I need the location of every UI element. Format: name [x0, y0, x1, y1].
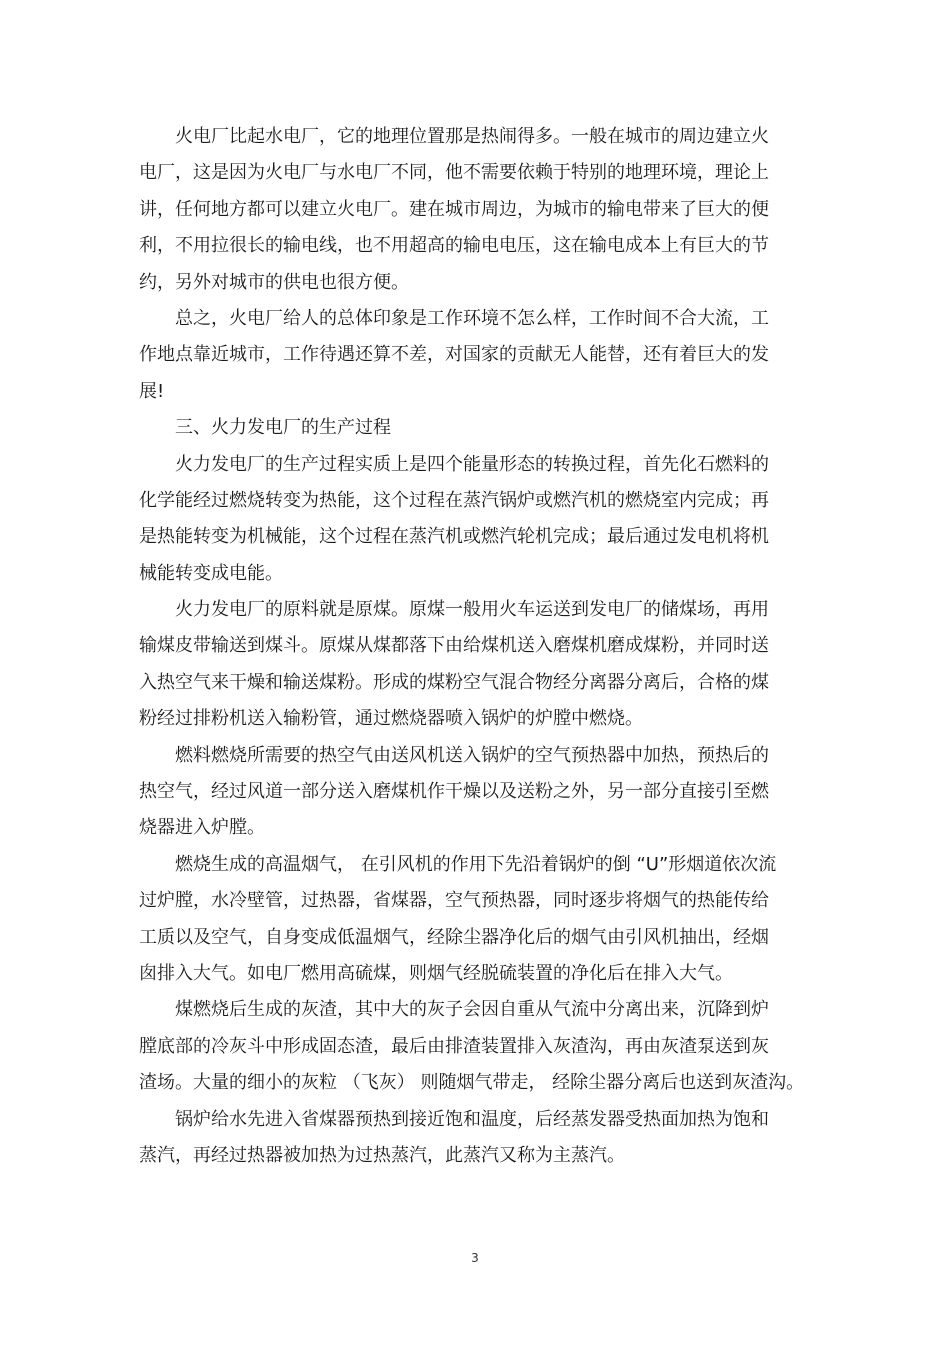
text-line: 锅炉给水先进入省煤器预热到接近饱和温度，后经蒸发器受热面加热为饱和 [175, 1108, 769, 1130]
text-line: 工质以及空气，自身变成低温烟气，经除尘器净化后的烟气由引风机抽出，经烟 [139, 926, 769, 948]
text-line: 利，不用拉很长的输电线，也不用超高的输电电压，这在输电成本上有巨大的节 [139, 235, 769, 257]
page-number: 3 [471, 1251, 479, 1265]
text-line: 火电厂比起水电厂，它的地理位置那是热闹得多。一般在城市的周边建立火 [175, 126, 769, 147]
text-line: 火力发电厂的生产过程实质上是四个能量形态的转换过程，首先化石燃料的 [175, 453, 769, 475]
text-line: 是热能转变为机械能，这个过程在蒸汽机或燃汽轮机完成；最后通过发电机将机 [139, 526, 769, 548]
text-line: 火力发电厂的原料就是原煤。原煤一般用火车运送到发电厂的储煤场，再用 [175, 599, 769, 621]
text-line: 煤燃烧后生成的灰渣，其中大的灰子会因自重从气流中分离出来，沉降到炉 [175, 999, 769, 1021]
text-line: 讲，任何地方都可以建立火电厂。建在城市周边，为城市的输电带来了巨大的便 [139, 198, 769, 220]
paragraph-flue-gas [139, 847, 811, 993]
text-line: 蒸汽，再经过热器被加热为过热蒸汽，此蒸汽又称为主蒸汽。 [139, 1144, 625, 1166]
text-line: 输煤皮带输送到煤斗。原煤从煤都落下由给煤机送入磨煤机磨成煤粉，并同时送 [139, 635, 769, 657]
paragraph-energy-conversion [139, 447, 811, 593]
section-heading [139, 410, 811, 446]
text-line: 作地点靠近城市，工作待遇还算不差，对国家的贡献无人能替，还有着巨大的发 [139, 344, 769, 366]
paragraph-location [139, 119, 811, 301]
text-line: 渣场。大量的细小的灰粒 （飞灰） 则随烟气带走， 经除尘器分离后也送到灰渣沟。 [139, 1072, 805, 1094]
text-line: 械能转变成电能。 [139, 562, 283, 584]
text-line: 粉经过排粉机送入输粉管，通过燃烧器喷入锅炉的炉膛中燃烧。 [139, 708, 643, 730]
text-line: 热空气，经过风道一部分送入磨煤机作干燥以及送粉之外，另一部分直接引至燃 [139, 781, 769, 803]
text-line: 电厂，这是因为火电厂与水电厂不同，他不需要依赖于特别的地理环境，理论上 [139, 162, 769, 184]
paragraph-summary [139, 301, 811, 410]
text-line: 展! [139, 380, 165, 402]
text-line: 总之，火电厂给人的总体印象是工作环境不怎么样，工作时间不合大流，工 [175, 307, 769, 329]
text-line: 燃料燃烧所需要的热空气由送风机送入锅炉的空气预热器中加热，预热后的 [175, 744, 769, 766]
document-body [139, 119, 811, 1174]
text-line: 入热空气来干燥和输送煤粉。形成的煤粉空气混合物经分离器分离后，合格的煤 [139, 671, 769, 693]
text-line: 过炉膛，水冷壁管，过热器，省煤器，空气预热器，同时逐步将烟气的热能传给 [139, 890, 769, 912]
paragraph-raw-coal [139, 592, 811, 738]
text-line: 烧器进入炉膛。 [139, 817, 265, 839]
paragraph-ash [139, 992, 811, 1101]
text-line: 化学能经过燃烧转变为热能，这个过程在蒸汽锅炉或燃汽机的燃烧室内完成；再 [139, 489, 769, 511]
text-line: 约，另外对城市的供电也很方便。 [139, 271, 409, 293]
text-line: 囱排入大气。如电厂燃用高硫煤，则烟气经脱硫装置的净化后在排入大气。 [139, 962, 733, 984]
text-line: 燃烧生成的高温烟气， 在引风机的作用下先沿着锅炉的倒 “U”形烟道依次流 [175, 853, 777, 875]
paragraph-feedwater [139, 1102, 811, 1175]
text-line: 膛底部的冷灰斗中形成固态渣，最后由排渣装置排入灰渣沟，再由灰渣泵送到灰 [139, 1035, 769, 1057]
section-heading-text: 三、火力发电厂的生产过程 [175, 417, 391, 439]
paragraph-hot-air [139, 738, 811, 847]
